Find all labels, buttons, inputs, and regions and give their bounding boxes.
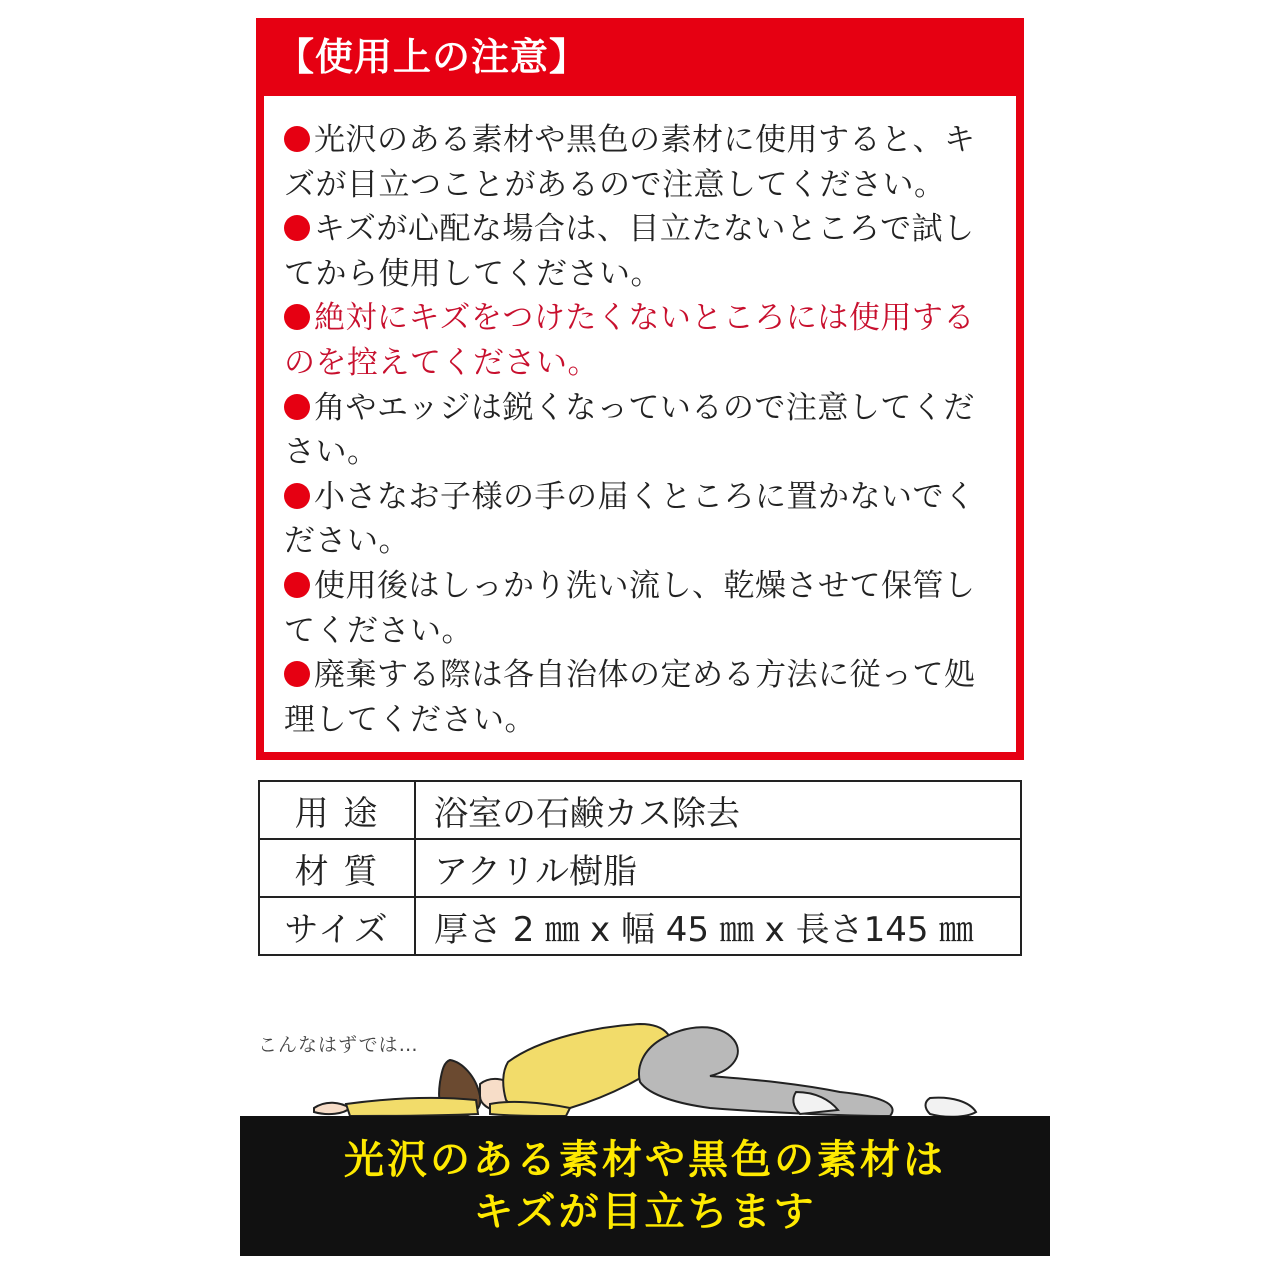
red-dot-icon	[284, 215, 310, 241]
warning-banner	[240, 1116, 1050, 1256]
caution-item: キズが心配な場合は、目立たないところで試してから使用してください。	[284, 211, 975, 292]
spec-table	[258, 780, 1022, 956]
table-row	[259, 839, 1021, 897]
red-dot-icon	[284, 304, 310, 330]
table-row	[259, 781, 1021, 839]
red-dot-icon	[284, 394, 310, 420]
caution-item: 角やエッジは鋭くなっているので注意してください。	[284, 389, 975, 471]
spec-label-material: 材 質	[259, 839, 415, 897]
table-row	[259, 897, 1021, 955]
red-dot-icon	[284, 661, 310, 687]
banner-line-1: 光沢のある素材や黒色の素材は	[344, 1137, 946, 1183]
caution-body	[264, 96, 1016, 752]
caution-title: 【使用上の注意】	[276, 35, 589, 79]
red-dot-icon	[284, 572, 310, 598]
red-dot-icon	[284, 483, 310, 509]
caution-item: 光沢のある素材や黒色の素材に使用すると、キズが目立つことがあるので注意してください。	[284, 122, 976, 203]
illustration-caption: こんなはずでは…	[258, 1034, 419, 1056]
caution-item: 使用後はしっかり洗い流し、乾燥させて保管してください。	[284, 567, 976, 649]
collapsed-woman-illustration	[240, 1000, 1050, 1120]
caution-item: 廃棄する際は各自治体の定める方法に従って処理してください。	[284, 657, 976, 738]
banner-line-2: キズが目立ちます	[473, 1189, 817, 1235]
caution-item-emphasis: 絶対にキズをつけたくないところには使用するのを控えてください。	[284, 300, 975, 381]
caution-box	[256, 18, 1024, 760]
spec-value-usage: 浴室の石鹸カス除去	[415, 781, 1021, 839]
spec-value-material: アクリル樹脂	[415, 839, 1021, 897]
red-dot-icon	[284, 126, 310, 152]
caution-item: 小さなお子様の手の届くところに置かないでください。	[284, 478, 976, 560]
spec-label-usage: 用 途	[259, 781, 415, 839]
spec-label-size: サイズ	[259, 897, 415, 955]
caution-list	[284, 118, 1006, 742]
spec-value-size: 厚さ 2 ㎜ x 幅 45 ㎜ x 長さ145 ㎜	[415, 897, 1021, 955]
